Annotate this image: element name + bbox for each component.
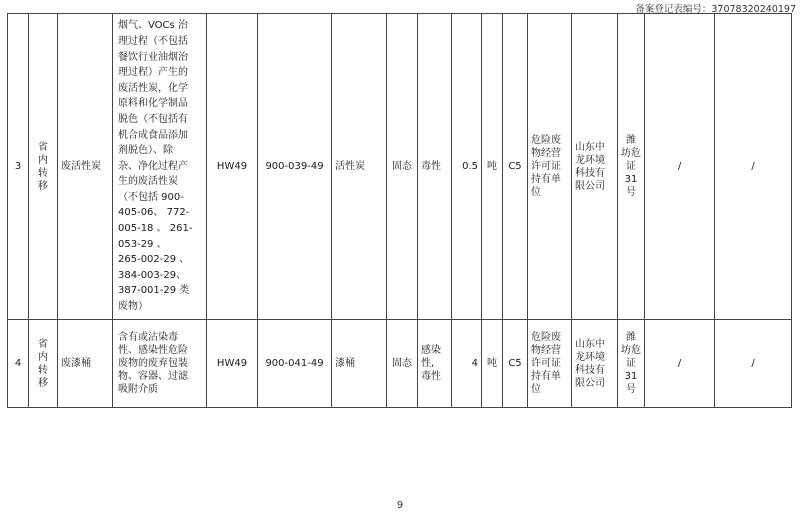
physical-form: 固态 [387, 14, 418, 320]
receiver-company: 山东中 龙环境 科技有 限公司 [572, 14, 618, 320]
table-row [8, 320, 792, 408]
extra-column-1: / [645, 320, 715, 408]
waste-description: 烟气、VOCs 治 理过程（不包括 餐饮行业油烟治 理过程）产生的 废活性炭，化学 原料和化学制品 脱色（不包括有 机合成食品添加 剂脱色）、除 杂、净化过程产 生的废活性炭 （不包括 900- 405-06、 772- 005-18 、 261- 053-29 、 265-002-29 、 384-003-29、 387-001-29 类 废物） [113, 14, 207, 320]
receiver-type: 危险废 物经营 许可证 持有单 位 [528, 14, 572, 320]
waste-code: 900-041-49 [258, 320, 332, 408]
hazard-property: 感染 性, 毒性 [418, 320, 452, 408]
waste-name: 废漆桶 [58, 320, 113, 408]
registration-number: 备案登记表编号：37078320240197 [635, 4, 796, 15]
transfer-type: 省 内 转 移 [29, 14, 58, 320]
amount: 4 [452, 320, 482, 408]
row-number: 4 [8, 320, 29, 408]
waste-transfer-table [7, 13, 792, 408]
receiver-company: 山东中 龙环境 科技有 限公司 [572, 320, 618, 408]
receiver-type: 危险废 物经营 许可证 持有单 位 [528, 320, 572, 408]
waste-name: 废活性炭 [58, 14, 113, 320]
table-row [8, 14, 792, 320]
waste-category: HW49 [207, 14, 258, 320]
physical-form: 固态 [387, 320, 418, 408]
hazard-property: 毒性 [418, 14, 452, 320]
waste-category: HW49 [207, 320, 258, 408]
waste-code: 900-039-49 [258, 14, 332, 320]
extra-column-2: / [715, 320, 792, 408]
unit: 吨 [482, 14, 503, 320]
amount: 0.5 [452, 14, 482, 320]
extra-column-2: / [715, 14, 792, 320]
unit: 吨 [482, 320, 503, 408]
row-number: 3 [8, 14, 29, 320]
waste-description: 含有或沾染毒 性、感染性危险 废物的废弃包装 物、容器、过滤 吸附介质 [113, 320, 207, 408]
disposal-method: C5 [503, 14, 528, 320]
license-number: 潍 坊危 证 31 号 [618, 320, 645, 408]
page-number: 9 [396, 500, 404, 511]
material-name: 漆桶 [332, 320, 387, 408]
transfer-type: 省 内 转 移 [29, 320, 58, 408]
disposal-method: C5 [503, 320, 528, 408]
material-name: 活性炭 [332, 14, 387, 320]
license-number: 潍 坊危 证 31 号 [618, 14, 645, 320]
extra-column-1: / [645, 14, 715, 320]
